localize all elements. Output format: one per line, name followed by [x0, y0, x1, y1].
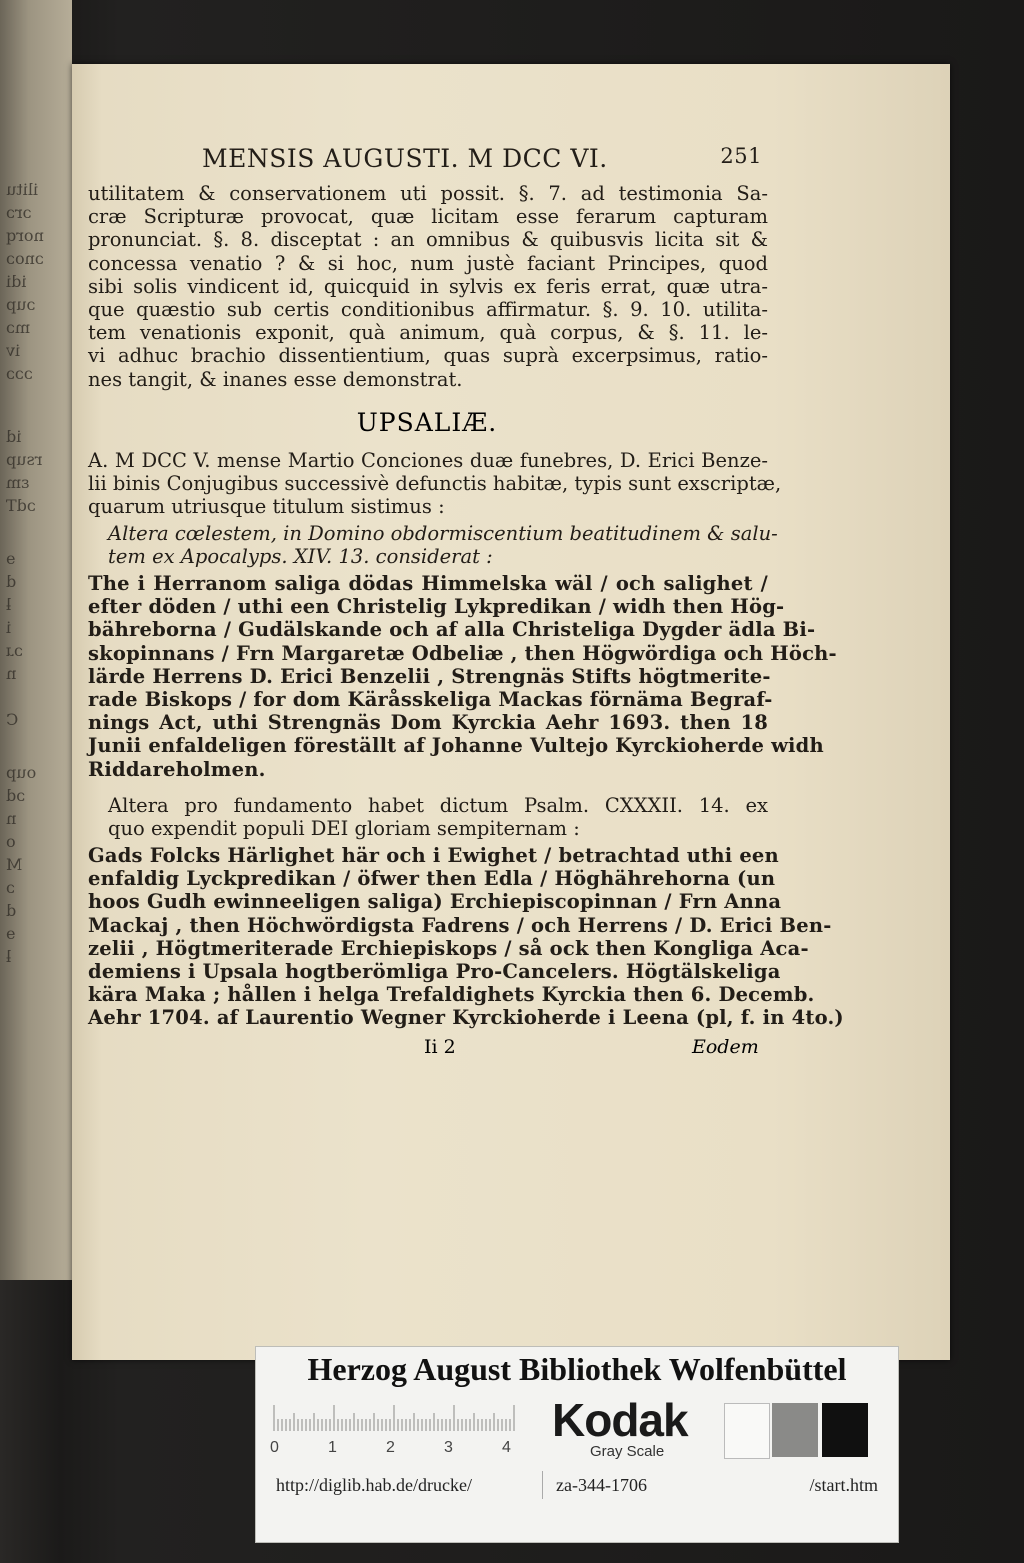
left-page-fragment: ilitu: [6, 180, 39, 199]
left-page-fragment: iv: [6, 341, 21, 360]
card-url-right: /start.htm: [809, 1475, 878, 1495]
text-line: kära Maka ; hållen i helga Trefaldighets Kyrckia then 6. Decemb.: [88, 983, 815, 1007]
left-page-fragment: ɔdT: [6, 496, 36, 515]
section-heading: UPSALIÆ.: [356, 408, 498, 437]
ruler-numbers: [270, 1439, 530, 1461]
card-url-left: http://diglib.hab.de/drucke/: [276, 1475, 472, 1495]
text-line: lärde Herrens D. Erici Benzelii , Strengnäs Stifts högtmerite-: [88, 664, 771, 688]
paragraph-altera-1: [108, 522, 778, 569]
text-line: nes tangit, & inanes esse demonstrat.: [88, 367, 463, 391]
text-line: quarum utriusque titulum sistimus :: [88, 495, 445, 519]
left-page-fragment: o: [6, 832, 16, 851]
signature-mark: Ii 2: [424, 1036, 456, 1058]
kodak-logo: Kodak: [552, 1394, 688, 1446]
gray-scale-label: Gray Scale: [590, 1443, 665, 1460]
left-page-fragment: oup: [6, 763, 37, 782]
scale-ruler: [270, 1403, 518, 1433]
left-page-fragment: ɘ: [6, 549, 16, 568]
text-line: Mackaj , then Höchwördigsta Fadrens / och Herrens / D. Erici Ben-: [88, 913, 832, 937]
text-line: nings Act, uthi Strengnäs Dom Kyrckia Aehr 1693. then 18: [88, 711, 768, 735]
text-line: The i Herranom saliga dödas Himmelska wäl / och salighet /: [88, 572, 768, 595]
ruler-number: 4: [502, 1439, 511, 1456]
left-page-fragment: ɔɹ: [6, 641, 23, 660]
left-page-fragment: id: [6, 427, 22, 446]
text-line: rade Biskops / for dom Käråsskeliga Mackas förnäma Begraf-: [88, 688, 773, 712]
text-line: Aehr 1704. af Laurentio Wegner Kyrckioherde i Leena (pl, f. in 4to.): [88, 1006, 844, 1030]
left-page-fragment: C: [6, 710, 19, 729]
gray-patch-white: [724, 1403, 770, 1459]
library-color-card: [255, 1346, 899, 1543]
text-line: skopinnans / Frn Margaretæ Odbeliæ , then Högwördiga och Höch-: [88, 641, 837, 665]
text-line: lii binis Conjugibus successivè defunctis habitæ, typis sunt exscriptæ,: [88, 472, 782, 496]
left-page-fragment: mɔ: [6, 318, 31, 337]
gray-patch-mid: [772, 1403, 818, 1457]
left-page-fragment: i: [6, 618, 12, 637]
running-head-title: MENSIS AUGUSTI. M DCC VI.: [202, 144, 608, 173]
catchword: Eodem: [692, 1036, 759, 1058]
left-page-fragment: d: [6, 901, 17, 920]
card-divider: [542, 1471, 543, 1499]
gray-patch-black: [822, 1403, 868, 1457]
left-page-fragment: n: [6, 664, 17, 683]
ruler-number: 0: [270, 1439, 279, 1456]
left-page-fragment: rsup: [6, 450, 43, 469]
text-line: Riddareholmen.: [88, 757, 266, 781]
text-line: bähreborna / Gudälskande och af alla Christeliga Dygder ädla Bi-: [88, 618, 816, 642]
text-line: enfaldig Lyckpredikan / öfwer then Edla / Höghährehorna (un: [88, 867, 776, 891]
text-line: vi adhuc brachio dissentientium, quas suprà excerpsimus, ratio-: [88, 344, 768, 368]
book-page: [72, 64, 950, 1360]
left-page-fragment: ɔnoɔ: [6, 249, 44, 268]
text-line: pronunciat. §. 8. disceptat : an omnibus & quibusvis licita sit &: [88, 228, 768, 252]
left-page-fragment: norq: [6, 226, 44, 245]
ruler-number: 2: [386, 1439, 395, 1456]
page-number: 251: [720, 144, 762, 168]
text-line: Altera cœlestem, in Domino obdormiscentium beatitudinem & salu-: [108, 522, 778, 545]
paragraph-swedish-title-2: [88, 844, 844, 1030]
paragraph-swedish-title-1: [88, 572, 837, 781]
text-line: tem ex Apocalyps. XIV. 13. considerat :: [108, 545, 493, 569]
ruler-number: 1: [328, 1439, 337, 1456]
text-line: concessa venatio ? & si hoc, num justè faciant Principes, quod: [88, 251, 768, 275]
card-shelfmark: za-344-1706: [556, 1475, 647, 1495]
left-page-fragment: n: [6, 809, 17, 828]
left-page-fragment: ƚ: [6, 947, 12, 966]
left-page-fragment: ɔd: [6, 786, 26, 805]
text-line: que quæstio sub certis conditionibus affirmatur. §. 9. 10. utilita-: [88, 298, 768, 322]
text-line: sibi solis vindicent id, quicquid in sylvis ex feris errat, quæ utra-: [88, 274, 768, 298]
text-line: demiens i Upsala hogtberömliga Pro-Cancelers. Högtälskeliga: [88, 960, 781, 984]
left-page-fragment: M: [6, 855, 23, 874]
left-page-fragment: ɛm: [6, 473, 30, 492]
text-line: hoos Gudh ewinneeligen saliga) Erchiepiscopinnan / Frn Anna: [88, 890, 782, 914]
left-page-fragment: ɔrɔ: [6, 203, 32, 222]
paragraph-venatio: [88, 182, 768, 391]
text-line: Gads Folcks Härlighet här och i Ewighet / betrachtad uthi een: [88, 844, 779, 867]
card-title: Herzog August Bibliothek Wolfenbüttel: [307, 1351, 847, 1387]
left-page-fragment: idi: [6, 272, 27, 291]
text-line: zelii , Högtmeriterade Erchiepiskops / så ock then Kongliga Aca-: [88, 936, 809, 960]
left-page-fragment: ɔup: [6, 295, 36, 314]
text-line: tem venationis exponit, quà animum, quà corpus, & §. 11. le-: [88, 321, 768, 345]
text-line: cræ Scripturæ provocat, quæ licitam esse ferarum capturam: [88, 205, 768, 229]
text-line: efter döden / uthi een Christelig Lykpredikan / widh then Hög-: [88, 595, 785, 619]
text-line: Altera pro fundamento habet dictum Psalm. CXXXII. 14. ex: [108, 794, 768, 817]
left-page-fragment: ɔ: [6, 878, 15, 897]
paragraph-altera-2: [108, 794, 768, 840]
left-page-fragment: ƚ: [6, 595, 12, 614]
left-page-fragment: d: [6, 572, 17, 591]
paragraph-upsaliae-intro: [88, 449, 782, 519]
text-line: quo expendit populi DEI gloriam sempiternam :: [108, 817, 580, 841]
ruler-number: 3: [444, 1439, 453, 1456]
text-line: A. M DCC V. mense Martio Conciones duæ funebres, D. Erici Benze-: [88, 449, 768, 472]
text-line: utilitatem & conservationem uti possit. §. 7. ad testimonia Sa-: [88, 182, 768, 205]
left-page-fragment: ɔɔɔ: [6, 364, 33, 383]
previous-page-edge: [0, 0, 72, 1280]
text-line: Junii enfaldeligen föreställt af Johanne Vultejo Kyrckioherde widh: [88, 734, 824, 758]
left-page-fragment: ɘ: [6, 924, 16, 943]
